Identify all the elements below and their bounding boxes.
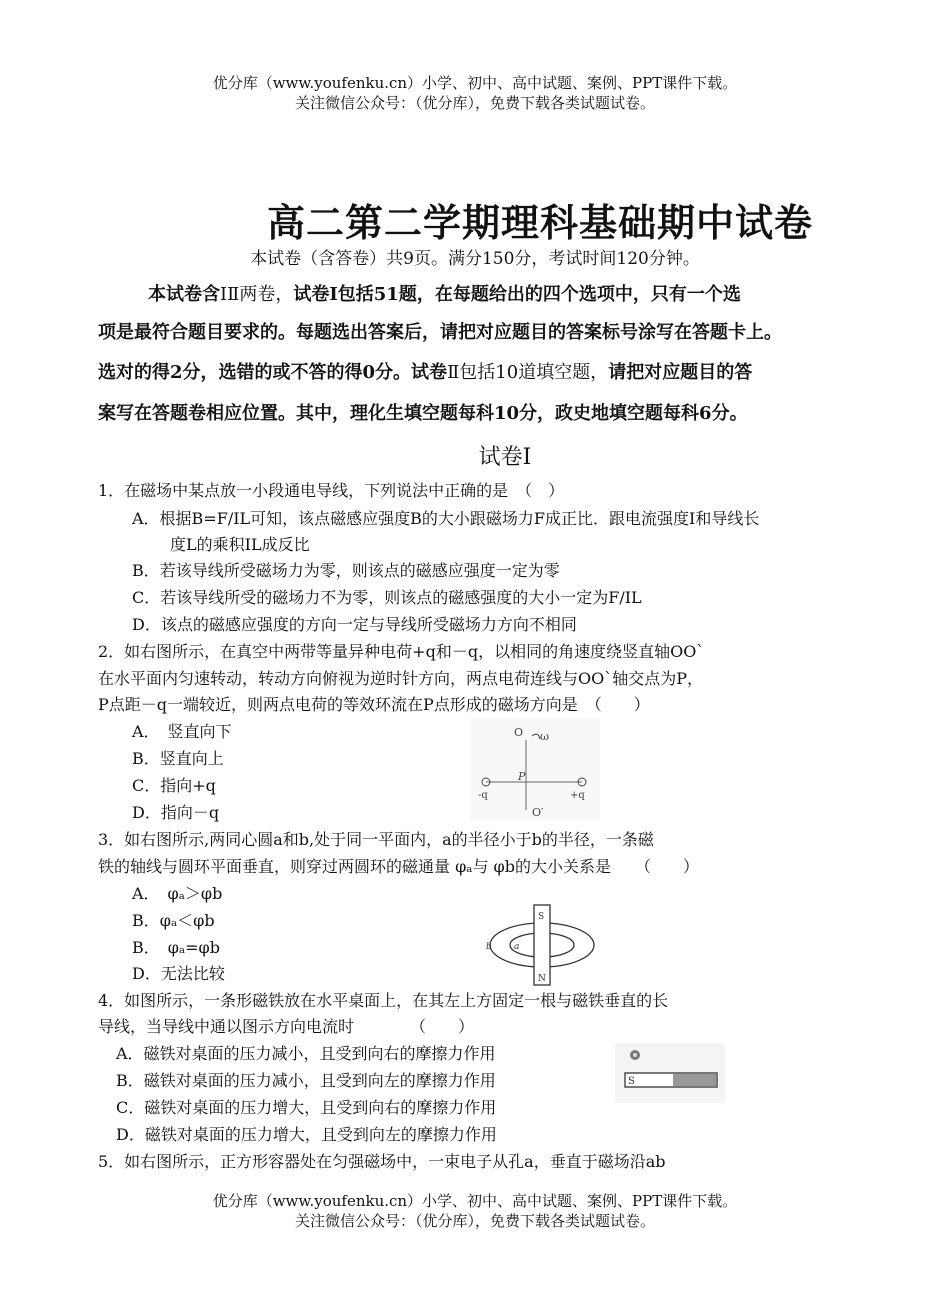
- q2-figure: [470, 718, 600, 820]
- q1-option-d: D．该点的磁感应强度的方向一定与导线所受磁场力方向不相同: [132, 615, 577, 634]
- intro-text: 试卷Ⅰ包括51题，在每题给出的四个选项中，只有一个选: [293, 284, 741, 305]
- q3-option-b: B．φₐ＜φb: [132, 911, 215, 930]
- intro-text: 选对的得2分，选错的或不答的得0分。试卷: [98, 362, 448, 383]
- header-line-2: 关注微信公众号：（优分库），免费下载各类试题试卷。: [294, 94, 655, 112]
- q3-stem-2: 铁的轴线与圆环平面垂直，则穿过两圆环的磁通量 φₐ与 φb的大小关系是 （ ）: [98, 857, 699, 876]
- q4-stem-2: 导线，当导线中通以图示方向电流时 （ ）: [98, 1017, 475, 1036]
- magnet-n-half: [673, 1074, 716, 1086]
- q3-figure: [480, 895, 600, 989]
- q2-stem-2: 在水平面内匀速转动，转动方向俯视为逆时针方向，两点电荷连线与OO`轴交点为P，: [98, 669, 704, 688]
- q1-option-c: C．若该导线所受的磁场力不为零，则该点的磁感强度的大小一定为F/IL: [132, 588, 642, 607]
- q4-figure: [615, 1043, 725, 1103]
- figure-background: [470, 718, 600, 820]
- header-line-1: 优分库（www.youfenku.cn）小学、初中、高中试题、案例、PPT课件下载。: [212, 74, 738, 92]
- label-p: P: [518, 770, 526, 783]
- label-s: S: [538, 912, 545, 922]
- q4-option-b: B．磁铁对桌面的压力减小，且受到向左的摩擦力作用: [116, 1071, 496, 1090]
- intro-line-1: [148, 283, 741, 307]
- q2-option-b: B．竖直向上: [132, 749, 224, 768]
- q1-stem: 1．在磁场中某点放一小段通电导线，下列说法中正确的是 （ ）: [98, 481, 565, 500]
- q4-option-c: C．磁铁对桌面的压力增大，且受到向右的摩擦力作用: [116, 1098, 497, 1117]
- q4-stem-1: 4．如图所示，一条形磁铁放在水平桌面上，在其左上方固定一根与磁铁垂直的长: [98, 991, 669, 1010]
- label-neg-q: -q: [478, 790, 488, 801]
- label-o-prime: O′: [532, 806, 544, 819]
- label-s: S: [628, 1076, 635, 1087]
- current-dot-icon: [633, 1053, 637, 1057]
- q3-option-a: A． φₐ＞φb: [132, 884, 223, 903]
- label-n: N: [538, 974, 546, 984]
- label-b: b: [486, 942, 492, 952]
- footer-line-2: 关注微信公众号：（优分库），免费下载各类试题试卷。: [294, 1212, 655, 1230]
- page-title: 高二第二学期理科基础期中试卷: [266, 200, 813, 245]
- q3-option-d: D．无法比较: [132, 964, 225, 983]
- intro-text: 请把对应题目的答: [608, 362, 753, 383]
- intro-line-3: [98, 361, 752, 385]
- q2-stem-3: P点距－q一端较近，则两点电荷的等效环流在P点形成的磁场方向是 （ ）: [98, 695, 650, 714]
- q3-option-c: B． φₐ=φb: [132, 938, 220, 957]
- q4-option-d: D．磁铁对桌面的压力增大，且受到向左的摩擦力作用: [116, 1125, 497, 1144]
- label-a: a: [514, 942, 520, 952]
- q1-option-a-cont: 度L的乘积IL成反比: [170, 535, 310, 554]
- page-subtitle: 本试卷（含答卷）共9页。满分150分，考试时间120分钟。: [250, 249, 700, 269]
- label-omega: ω: [540, 730, 549, 743]
- q1-option-a: A．根据B=F/IL可知，该点磁感应强度B的大小跟磁场力F成正比．跟电流强度I和导线长: [132, 509, 760, 528]
- q2-option-c: C．指向+q: [132, 776, 216, 795]
- label-pos-q: +q: [570, 790, 585, 801]
- q2-option-d: D．指向－q: [132, 803, 220, 822]
- q2-stem-1: 2．如右图所示，在真空中两带等量异种电荷+q和－q，以相同的角速度绕竖直轴OO`: [98, 642, 705, 661]
- label-o: O: [514, 726, 524, 739]
- intro-text: ⅠⅡ两卷，: [220, 284, 294, 305]
- q4-option-a: A．磁铁对桌面的压力减小，且受到向右的摩擦力作用: [116, 1044, 496, 1063]
- q3-stem-1: 3．如右图所示,两同心圆a和b,处于同一平面内，a的半径小于b的半径，一条磁: [98, 830, 654, 849]
- intro-text: Ⅱ包括10道填空题，: [447, 362, 609, 383]
- intro-text: 本试卷含: [148, 284, 220, 305]
- q2-option-a: A． 竖直向下: [132, 722, 232, 741]
- section-heading: 试卷Ⅰ: [478, 445, 532, 470]
- q1-option-b: B．若该导线所受磁场力为零，则该点的磁感应强度一定为零: [132, 561, 560, 580]
- intro-line-4: 案写在答题卷相应位置。其中，理化生填空题每科10分，政史地填空题每科6分。: [98, 403, 748, 424]
- intro-line-2: 项是最符合题目要求的。每题选出答案后，请把对应题目的答案标号涂写在答题卡上。: [98, 322, 782, 343]
- q5-stem-1: 5．如右图所示，正方形容器处在匀强磁场中，一束电子从孔a，垂直于磁场沿ab: [98, 1152, 666, 1171]
- footer-line-1: 优分库（www.youfenku.cn）小学、初中、高中试题、案例、PPT课件下载。: [212, 1192, 738, 1210]
